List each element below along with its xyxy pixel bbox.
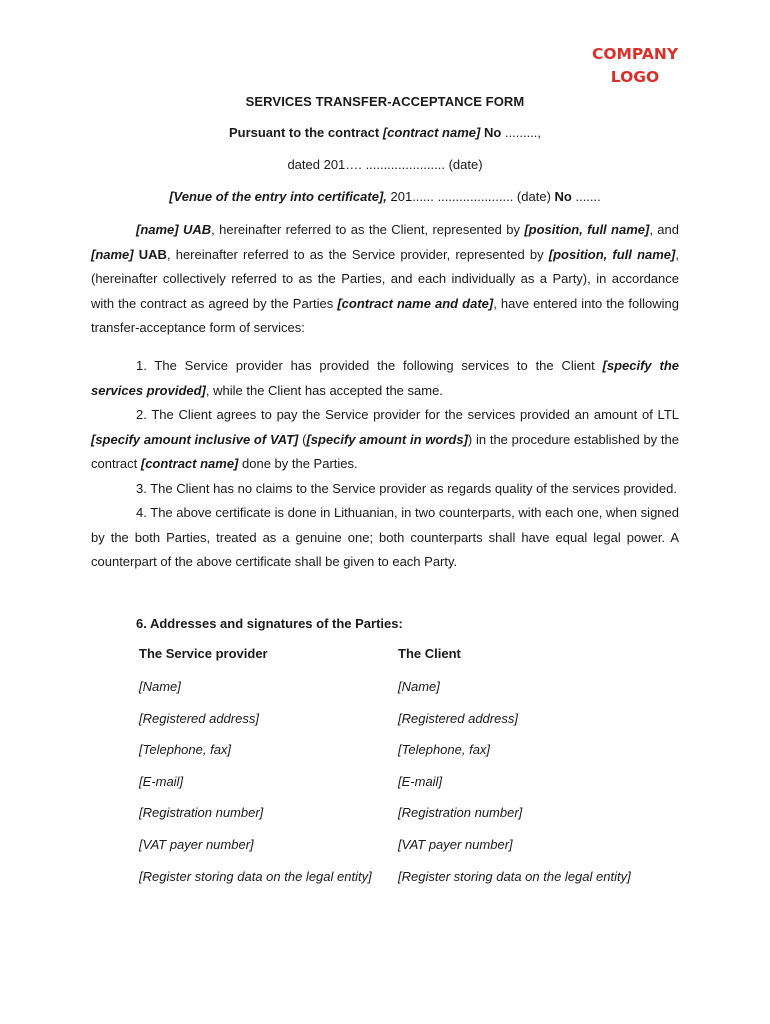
client-column — [398, 646, 638, 886]
provider-field-email: [E-mail] — [139, 773, 184, 789]
item-1-placeholder: [specify the services provided] — [91, 358, 679, 398]
item-2-mid-2: ) in the procedure established by the contract — [91, 431, 679, 471]
dated-line: dated 201…. ...................... (date) — [287, 157, 483, 172]
client-rep-placeholder: [position, full name] — [524, 222, 650, 237]
venue-middle: 201...... ..................... (date) — [386, 189, 555, 204]
company-logo — [575, 43, 695, 89]
pursuant-dots: ........., — [501, 125, 542, 140]
intro-text-4: , (hereinafter collectively referred to as the Parties, and each individually as a Party), in accordance with the contract as agreed by the Parties — [91, 246, 679, 311]
section-title: 6. Addresses and signatures of the Parties: — [136, 616, 403, 631]
item-2-end: done by the Parties. — [238, 456, 358, 471]
contract-ref-placeholder: [contract name and date] — [337, 295, 494, 311]
logo-line-2: LOGO — [610, 68, 660, 86]
client-field-name: [Name] — [398, 679, 440, 694]
item-1-end: , while the Client has accepted the same. — [205, 382, 443, 398]
pursuant-no-label: No — [480, 125, 502, 140]
item-2 — [91, 403, 679, 477]
item-3-text: 3. The Client has no claims to the Service provider as regards quality of the services provided. — [136, 480, 677, 496]
client-field-telephone: [Telephone, fax] — [398, 742, 491, 758]
provider-field-telephone: [Telephone, fax] — [139, 742, 232, 758]
item-4 — [91, 501, 679, 575]
intro-text-2: , and — [649, 222, 679, 237]
client-column-head: The Client — [398, 646, 461, 661]
venue-dots: ....... — [571, 189, 601, 204]
provider-field-address: [Registered address] — [139, 710, 259, 726]
item-2-mid-1: ( — [298, 431, 307, 447]
intro-text-1: , hereinafter referred to as the Client, represented by — [211, 222, 525, 237]
venue-placeholder: [Venue of the entry into certificate], — [169, 189, 387, 204]
item-2-contract-placeholder: [contract name] — [140, 456, 239, 471]
item-1 — [91, 354, 679, 403]
client-uab: UAB — [178, 222, 212, 237]
provider-uab: UAB — [133, 246, 167, 262]
provider-name-placeholder: [name] — [91, 246, 134, 262]
pursuant-line — [91, 125, 679, 140]
provider-column — [139, 646, 379, 886]
item-2-words-placeholder: [specify amount in words] — [306, 431, 468, 447]
client-field-address: [Registered address] — [398, 710, 518, 726]
client-field-register: [Register storing data on the legal entity] — [398, 868, 631, 884]
item-2-text: 2. The Client agrees to pay the Service provider for the services provided an amount of LTL — [136, 407, 679, 422]
item-2-amount-placeholder: [specify amount inclusive of VAT] — [91, 431, 299, 447]
pursuant-prefix: Pursuant to the contract — [228, 125, 383, 140]
provider-column-head: The Service provider — [139, 646, 268, 661]
intro-paragraph — [91, 218, 679, 341]
provider-field-registration: [Registration number] — [139, 805, 264, 821]
client-name-placeholder: [name] — [136, 222, 179, 237]
venue-no-label: No — [554, 189, 572, 204]
contract-name-placeholder: [contract name] — [382, 125, 481, 140]
client-field-email: [E-mail] — [398, 773, 443, 789]
provider-field-vat: [VAT payer number] — [139, 836, 254, 852]
provider-field-register: [Register storing data on the legal entity] — [139, 868, 372, 884]
item-1-text: 1. The Service provider has provided the following services to the Client — [136, 358, 603, 373]
client-field-vat: [VAT payer number] — [398, 836, 513, 852]
logo-line-1: COMPANY — [591, 45, 679, 63]
item-3 — [91, 477, 679, 502]
document-title: SERVICES TRANSFER-ACCEPTANCE FORM — [245, 94, 525, 109]
intro-text-5: , have entered into the following transfer-acceptance form of services: — [91, 295, 679, 335]
provider-field-name: [Name] — [139, 679, 181, 694]
item-4-text: 4. The above certificate is done in Lithuanian, in two counterparts, with each one, when signed by the both Parties, treated as a genuine one; both counterparts shall have equal legal power. A counterpart of the above certificate shall be given to each Party. — [91, 505, 679, 569]
intro-text-3: , hereinafter referred to as the Service provider, represented by — [166, 246, 549, 262]
venue-line — [91, 189, 679, 204]
provider-rep-placeholder: [position, full name] — [548, 246, 676, 262]
items-list — [91, 354, 679, 575]
client-field-registration: [Registration number] — [398, 805, 523, 821]
